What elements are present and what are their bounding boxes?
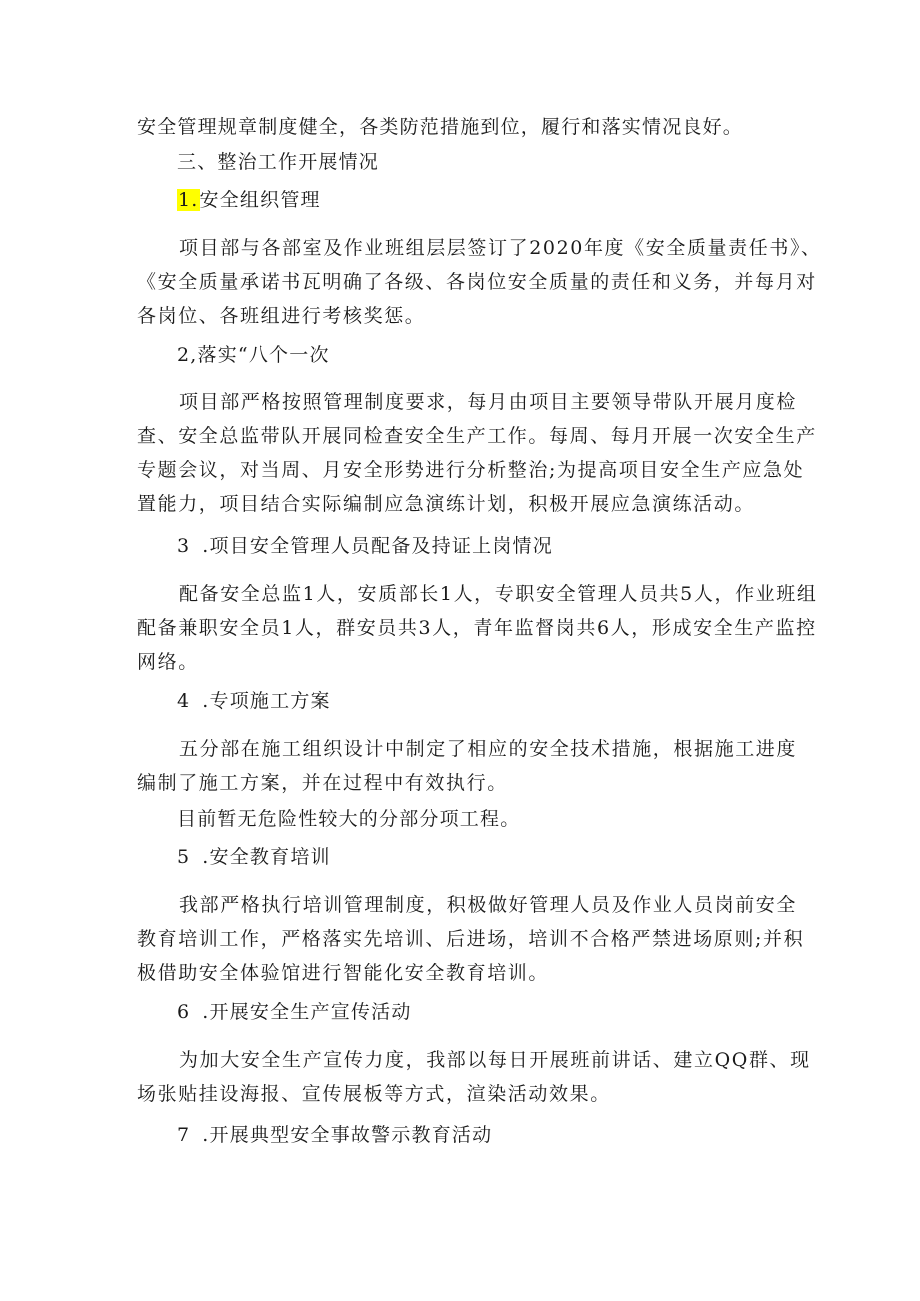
- item-title: .安全教育培训: [202, 846, 331, 868]
- paragraph-line: 我部严格执行培训管理制度，积极做好管理人员及作业人员岗前安全: [179, 894, 798, 916]
- paragraph-line: 五分部在施工组织设计中制定了相应的安全技术措施，根据施工进度: [179, 738, 798, 760]
- item-number: 2,: [177, 344, 198, 366]
- item-heading-5: [177, 844, 331, 870]
- intro-line: 安全管理规章制度健全，各类防范措施到位，履行和落实情况良好。: [137, 116, 744, 138]
- item-title: .开展典型安全事故警示教育活动: [202, 1124, 493, 1146]
- item-heading-2: [177, 342, 330, 368]
- item-title: 安全组织管理: [199, 189, 321, 211]
- item-paragraph-4: [137, 732, 797, 800]
- item-title: 落实“八个一次: [197, 344, 330, 366]
- item-paragraph-1: [137, 231, 822, 333]
- item-number: 4: [177, 690, 191, 712]
- paragraph-line: 配备安全总监1人，安质部长1人，专职安全管理人员共5人，作业班组: [179, 583, 818, 605]
- item-heading-1: [177, 187, 321, 213]
- item-heading-6: [177, 999, 412, 1025]
- paragraph-line: 专题会议，对当周、月安全形势进行分析整治;为提高项目安全生产应急处: [137, 459, 805, 481]
- item-title: .专项施工方案: [202, 690, 331, 712]
- item-title: .项目安全管理人员配备及持证上岗情况: [202, 535, 553, 557]
- item-heading-7: [177, 1122, 492, 1148]
- paragraph-line: 项目部与各部室及作业班组层层签订了2020年度《安全质量责任书》、: [179, 237, 822, 259]
- section-title: 三、整治工作开展情况: [177, 151, 380, 173]
- item-number: 7: [177, 1124, 191, 1146]
- paragraph-line: 场张贴挂设海报、宣传展板等方式，渲染活动效果。: [137, 1083, 611, 1105]
- item-number: 3: [177, 535, 191, 557]
- paragraph-line: 极借助安全体验馆进行智能化安全教育培训。: [137, 962, 550, 984]
- item-paragraph-2: [137, 385, 817, 521]
- paragraph-line: 《安全质量承诺书瓦明确了各级、各岗位安全质量的责任和义务，并每月对: [137, 271, 817, 293]
- paragraph-line: 为加大安全生产宣传力度，我部以每日开展班前讲话、建立QQ群、现: [179, 1049, 811, 1071]
- highlighted-number: 1.: [178, 189, 199, 211]
- item-title: .开展安全生产宣传活动: [202, 1001, 412, 1023]
- paragraph-line: 置能力，项目结合实际编制应急演练计划，积极开展应急演练活动。: [137, 493, 756, 515]
- paragraph-line: 网络。: [137, 651, 199, 673]
- paragraph-line: 项目部严格按照管理制度要求，每月由项目主要领导带队开展月度检: [179, 391, 798, 413]
- item-paragraph-3: [137, 577, 817, 679]
- item-heading-3: [177, 533, 553, 559]
- item-number: 6: [177, 1001, 191, 1023]
- item-heading-4: [177, 688, 331, 714]
- item-paragraph-5: [137, 888, 804, 990]
- paragraph-line: 配备兼职安全员1人，群安员共3人，青年监督岗共6人，形成安全生产监控: [137, 617, 817, 639]
- paragraph-line: 查、安全总监带队开展同检查安全生产工作。每周、每月开展一次安全生产: [137, 425, 817, 447]
- item-4-note: 目前暂无危险性较大的分部分项工程。: [177, 808, 521, 830]
- paragraph-line: 教育培训工作，严格落实先培训、后进场，培训不合格严禁进场原则;并积: [137, 928, 805, 950]
- item-paragraph-6: [137, 1043, 811, 1111]
- paragraph-line: 各岗位、各班组进行考核奖惩。: [137, 305, 426, 327]
- item-number: 5: [177, 846, 191, 868]
- paragraph-line: 编制了施工方案，并在过程中有效执行。: [137, 772, 508, 794]
